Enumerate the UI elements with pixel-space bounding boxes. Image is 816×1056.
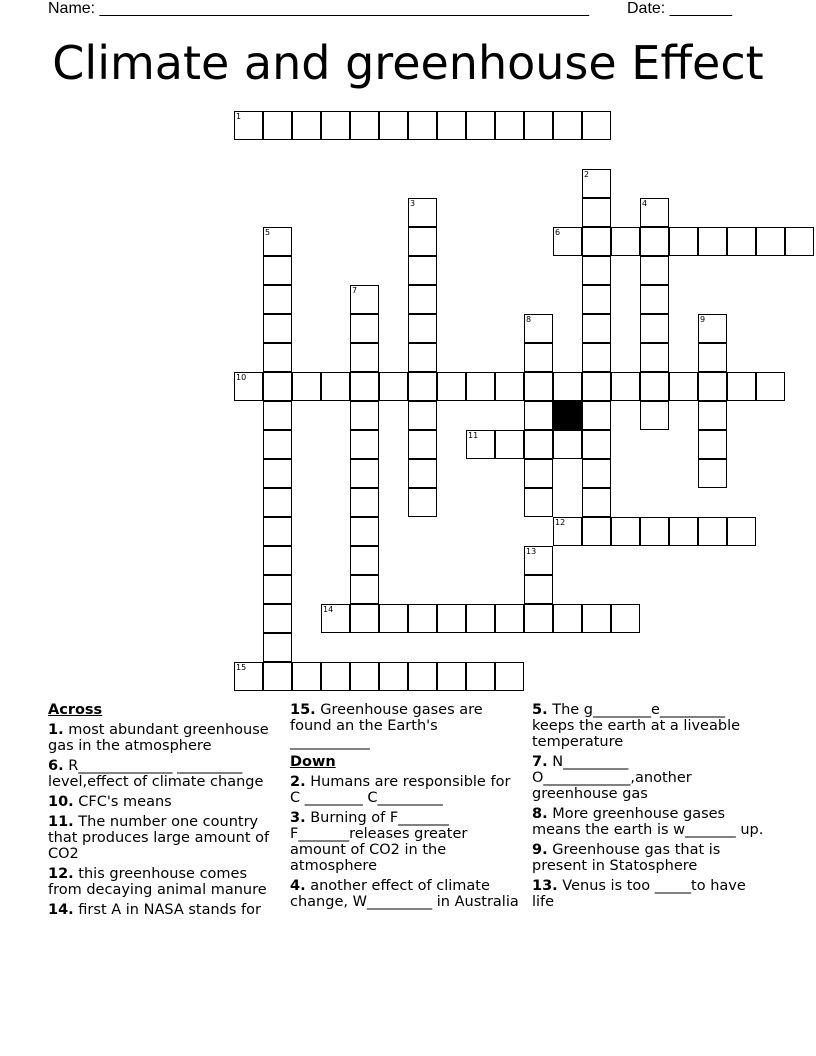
clue-across-1: 1. most abundant greenhouse gas in the atmosphere	[48, 722, 269, 754]
clue-across-10: 10. CFC's means	[48, 794, 172, 810]
crossword-cell[interactable]	[495, 372, 524, 401]
crossword-cell[interactable]	[524, 459, 553, 488]
crossword-cell-number: 4	[642, 199, 648, 208]
clue-down-4: 4. another effect of climate change, W_________ in Australia	[290, 878, 519, 910]
crossword-cell[interactable]	[582, 401, 611, 430]
crossword-cell[interactable]	[640, 256, 669, 285]
crossword-cell[interactable]	[263, 546, 292, 575]
crossword-cell[interactable]	[292, 372, 321, 401]
clues-column-3	[532, 702, 764, 914]
crossword-cell[interactable]	[263, 256, 292, 285]
crossword-cell[interactable]	[698, 372, 727, 401]
crossword-cell[interactable]	[553, 430, 582, 459]
crossword-cell[interactable]	[611, 517, 640, 546]
name-field-label: Name: _______________________________________________________	[48, 0, 589, 17]
crossword-cell[interactable]	[263, 459, 292, 488]
crossword-cell[interactable]	[524, 575, 553, 604]
crossword-cell[interactable]	[640, 343, 669, 372]
crossword-cell[interactable]	[350, 662, 379, 691]
crossword-cell[interactable]	[640, 227, 669, 256]
crossword-cell[interactable]	[408, 227, 437, 256]
across-heading: Across	[48, 702, 103, 718]
page-title: Climate and greenhouse Effect	[52, 36, 764, 90]
crossword-cell[interactable]	[640, 198, 669, 227]
crossword-cell[interactable]	[524, 488, 553, 517]
crossword-cell[interactable]	[379, 604, 408, 633]
crossword-cell[interactable]	[582, 488, 611, 517]
clue-down-9: 9. Greenhouse gas that is present in Statosphere	[532, 842, 721, 874]
crossword-cell[interactable]	[669, 517, 698, 546]
crossword-cell[interactable]	[263, 430, 292, 459]
crossword-cell[interactable]	[582, 343, 611, 372]
crossword-cell[interactable]	[234, 662, 263, 691]
crossword-cell[interactable]	[524, 546, 553, 575]
crossword-cell[interactable]	[379, 372, 408, 401]
crossword-cell[interactable]	[553, 227, 582, 256]
crossword-cell[interactable]	[234, 372, 263, 401]
crossword-cell[interactable]	[350, 285, 379, 314]
crossword-cell-number: 13	[526, 547, 537, 556]
crossword-cell[interactable]	[640, 285, 669, 314]
clue-across-11: 11. The number one country that produces large amount of CO2	[48, 814, 270, 862]
crossword-cell[interactable]	[263, 343, 292, 372]
crossword-black-cell	[553, 401, 582, 430]
crossword-cell[interactable]	[350, 430, 379, 459]
crossword-cell[interactable]	[408, 662, 437, 691]
crossword-cell[interactable]	[582, 285, 611, 314]
crossword-cell[interactable]	[321, 604, 350, 633]
crossword-cell-number: 9	[700, 315, 706, 324]
crossword-cell[interactable]	[263, 372, 292, 401]
crossword-cell[interactable]	[350, 488, 379, 517]
crossword-cell[interactable]	[321, 372, 350, 401]
crossword-cell-number: 10	[236, 373, 247, 382]
crossword-cell[interactable]	[263, 575, 292, 604]
crossword-cell[interactable]	[263, 604, 292, 633]
crossword-cell[interactable]	[437, 372, 466, 401]
crossword-cell[interactable]	[582, 459, 611, 488]
crossword-cell[interactable]	[292, 111, 321, 140]
clue-down-13: 13. Venus is too _____to have life	[532, 878, 746, 910]
crossword-cell[interactable]	[495, 430, 524, 459]
clue-across-6: 6. R_____________ _________ level,effect of climate change	[48, 758, 264, 790]
clue-down-7: 7. N_________ O____________,another greenhouse gas	[532, 754, 692, 802]
crossword-cell[interactable]	[263, 111, 292, 140]
crossword-cell[interactable]	[292, 662, 321, 691]
crossword-cell[interactable]	[408, 459, 437, 488]
crossword-cell[interactable]	[698, 517, 727, 546]
clue-down-2: 2. Humans are responsible for C ________ C_________	[290, 774, 511, 806]
crossword-cell[interactable]	[466, 430, 495, 459]
crossword-cell-number: 14	[323, 605, 334, 614]
crossword-cell[interactable]	[379, 111, 408, 140]
clue-down-5: 5. The g________e_________ keeps the earth at a liveable temperature	[532, 702, 741, 750]
crossword-cell[interactable]	[466, 372, 495, 401]
crossword-cell[interactable]	[408, 604, 437, 633]
crossword-cell[interactable]	[582, 111, 611, 140]
crossword-cell[interactable]	[698, 459, 727, 488]
crossword-cell[interactable]	[408, 314, 437, 343]
crossword-cell[interactable]	[698, 401, 727, 430]
crossword-cell[interactable]	[727, 372, 756, 401]
crossword-cell[interactable]	[640, 401, 669, 430]
crossword-cell[interactable]	[408, 372, 437, 401]
crossword-cell[interactable]	[350, 111, 379, 140]
crossword-cell[interactable]	[524, 430, 553, 459]
crossword-cell[interactable]	[408, 343, 437, 372]
crossword-cell[interactable]	[524, 372, 553, 401]
crossword-cell[interactable]	[350, 401, 379, 430]
crossword-cell[interactable]	[582, 256, 611, 285]
crossword-cell[interactable]	[640, 517, 669, 546]
crossword-cell[interactable]	[495, 662, 524, 691]
clues-column-1	[48, 702, 280, 922]
crossword-cell[interactable]	[408, 488, 437, 517]
crossword-cell[interactable]	[408, 285, 437, 314]
crossword-cell[interactable]	[350, 314, 379, 343]
down-heading: Down	[290, 754, 336, 770]
clue-across-12: 12. this greenhouse comes from decaying animal manure	[48, 866, 267, 898]
clues-column-2	[290, 702, 522, 914]
crossword-cell[interactable]	[350, 546, 379, 575]
crossword-cell[interactable]	[263, 285, 292, 314]
crossword-cell[interactable]	[263, 227, 292, 256]
crossword-cell-number: 3	[410, 199, 416, 208]
crossword-cell-number: 7	[352, 286, 358, 295]
crossword-cell[interactable]	[263, 488, 292, 517]
crossword-cell-number: 15	[236, 663, 247, 672]
crossword-cell-number: 2	[584, 170, 590, 179]
crossword-cell-number: 1	[236, 112, 242, 121]
crossword-cell[interactable]	[553, 372, 582, 401]
crossword-cell[interactable]	[582, 604, 611, 633]
crossword-cell[interactable]	[553, 517, 582, 546]
crossword-cell[interactable]	[582, 198, 611, 227]
crossword-cell[interactable]	[350, 517, 379, 546]
crossword-cell[interactable]	[408, 111, 437, 140]
crossword-cell[interactable]	[553, 604, 582, 633]
crossword-cell[interactable]	[379, 662, 408, 691]
crossword-cell[interactable]	[640, 372, 669, 401]
crossword-cell[interactable]	[321, 662, 350, 691]
crossword-cell[interactable]	[466, 111, 495, 140]
crossword-cell[interactable]	[350, 459, 379, 488]
crossword-cell[interactable]	[263, 314, 292, 343]
crossword-cell[interactable]	[234, 111, 263, 140]
crossword-cell-number: 6	[555, 228, 561, 237]
crossword-cell[interactable]	[263, 401, 292, 430]
crossword-cell[interactable]	[727, 227, 756, 256]
crossword-cell[interactable]	[437, 662, 466, 691]
crossword-cell[interactable]	[669, 227, 698, 256]
crossword-cell[interactable]	[495, 111, 524, 140]
crossword-cell-number: 11	[468, 431, 479, 440]
crossword-cell[interactable]	[582, 517, 611, 546]
crossword-cell[interactable]	[698, 430, 727, 459]
crossword-cell-number: 5	[265, 228, 271, 237]
crossword-cell[interactable]	[553, 111, 582, 140]
crossword-cell[interactable]	[321, 111, 350, 140]
crossword-cell[interactable]	[495, 604, 524, 633]
crossword-cell[interactable]	[756, 227, 785, 256]
crossword-cell[interactable]	[582, 169, 611, 198]
crossword-cell[interactable]	[466, 604, 495, 633]
crossword-cell[interactable]	[698, 343, 727, 372]
crossword-cell[interactable]	[263, 517, 292, 546]
clue-across-15: 15. Greenhouse gases are found an the Earth's ___________	[290, 702, 483, 750]
crossword-cell[interactable]	[437, 111, 466, 140]
crossword-cell[interactable]	[408, 430, 437, 459]
crossword-cell[interactable]	[350, 604, 379, 633]
crossword-cell[interactable]	[408, 256, 437, 285]
crossword-cell[interactable]	[611, 227, 640, 256]
crossword-cell[interactable]	[524, 343, 553, 372]
crossword-cell[interactable]	[437, 604, 466, 633]
crossword-cell[interactable]	[582, 227, 611, 256]
crossword-cell[interactable]	[698, 314, 727, 343]
crossword-cell[interactable]	[466, 662, 495, 691]
crossword-cell[interactable]	[611, 604, 640, 633]
crossword-cell[interactable]	[524, 401, 553, 430]
clue-down-8: 8. More greenhouse gases means the earth is w_______ up.	[532, 806, 764, 838]
crossword-cell[interactable]	[408, 401, 437, 430]
crossword-cell-number: 8	[526, 315, 532, 324]
crossword-cell[interactable]	[263, 633, 292, 662]
crossword-cell[interactable]	[350, 343, 379, 372]
clue-across-14: 14. first A in NASA stands for	[48, 902, 261, 918]
crossword-cell[interactable]	[756, 372, 785, 401]
crossword-cell[interactable]	[727, 517, 756, 546]
crossword-cell[interactable]	[582, 314, 611, 343]
crossword-cell[interactable]	[524, 314, 553, 343]
crossword-cell[interactable]	[669, 372, 698, 401]
crossword-cell[interactable]	[524, 111, 553, 140]
crossword-cell[interactable]	[263, 662, 292, 691]
crossword-cell[interactable]	[698, 227, 727, 256]
crossword-cell[interactable]	[582, 372, 611, 401]
crossword-cell[interactable]	[785, 227, 814, 256]
crossword-cell[interactable]	[350, 372, 379, 401]
date-field-label: Date: _______	[627, 0, 732, 17]
crossword-cell[interactable]	[640, 314, 669, 343]
crossword-cell[interactable]	[582, 430, 611, 459]
crossword-cell[interactable]	[350, 575, 379, 604]
crossword-cell-number: 12	[555, 518, 566, 527]
crossword-cell[interactable]	[524, 604, 553, 633]
crossword-cell[interactable]	[408, 198, 437, 227]
clue-down-3: 3. Burning of F_______ F_______releases greater amount of CO2 in the atmosphere	[290, 810, 468, 874]
crossword-cell[interactable]	[611, 372, 640, 401]
